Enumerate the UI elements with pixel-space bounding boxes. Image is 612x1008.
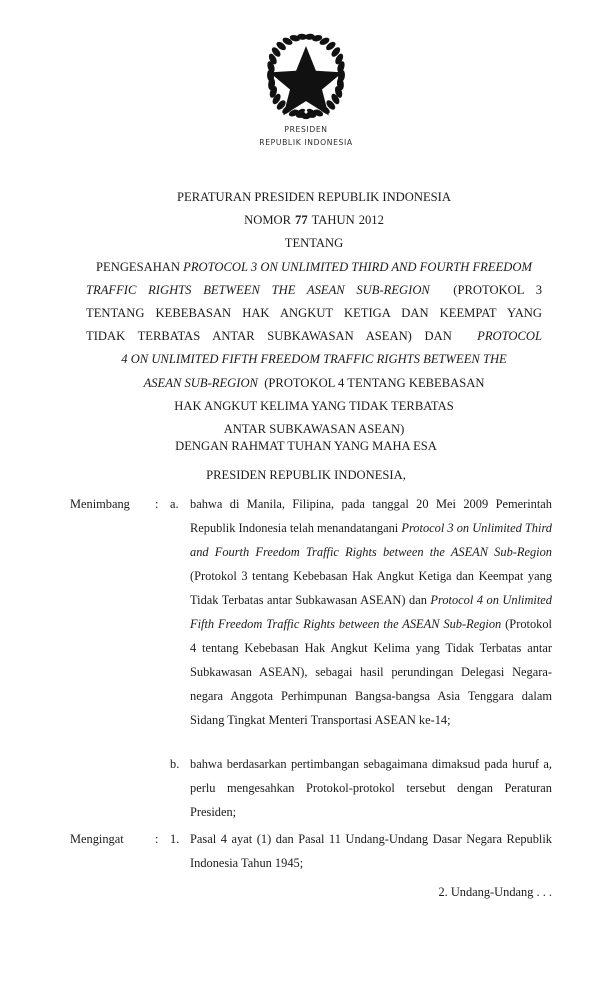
menimbang-label: Menimbang: [70, 497, 130, 511]
mengingat-text-1: Pasal 4 ayat (1) dan Pasal 11 Undang-Undang Dasar Negara Republik Indonesia Tahun 1945;: [190, 832, 552, 870]
title-subject-line-3: TENTANG KEBEBASAN HAK ANGKUT KETIGA DAN KEEMPAT YANG: [86, 306, 542, 321]
subject-1-italic: PROTOCOL 3 ON UNLIMITED THIRD AND FOURTH FREEDOM: [183, 259, 532, 274]
title-subject-line-7: HAK ANGKUT KELIMA YANG TIDAK TERBATAS: [174, 398, 454, 413]
mengingat-label: Mengingat: [70, 832, 124, 846]
menimbang-marker-b: b.: [170, 757, 180, 771]
menimbang-item-a: [70, 492, 552, 732]
mengingat-colon: :: [155, 832, 159, 846]
title-subject-line-4: [86, 325, 542, 348]
title-subject-line-1: [86, 256, 542, 279]
menimbang-a-part3: (Protokol 4 tentang Kebebasan Hak Angkut Kelima yang Tidak Terbatas antar Subkawasan ASEAN), sebagai hasil perundingan Delegasi Negara-negara Anggota Perhimpunan Bangsa-bangsa Asia Tenggara dalam Sidang Tingkat Menteri Transportasi ASEAN ke-14;: [190, 617, 552, 727]
menimbang-colon: :: [155, 497, 159, 511]
subject-4-plain: TIDAK TERBATAS ANTAR SUBKAWASAN ASEAN) DAN: [86, 329, 452, 344]
title-subject-line-6: [86, 372, 542, 395]
mengingat-item-1: [70, 827, 552, 875]
preamble-blessing: DENGAN RAHMAT TUHAN YANG MAHA ESA: [175, 439, 437, 453]
subject-2-italic: TRAFFIC RIGHTS BETWEEN THE ASEAN SUB-REGION: [86, 282, 430, 297]
title-subject-line-8: ANTAR SUBKAWASAN ASEAN): [223, 422, 405, 437]
menimbang-marker-a: a.: [170, 497, 179, 511]
mengingat-marker-1: 1.: [170, 832, 180, 846]
menimbang-a-part1: bahwa di Manila, Filipina, pada tanggal 20 Mei 2009 Pemerintah Republik Indonesia telah menandatangani: [190, 497, 552, 535]
page-catchword: 2. Undang-Undang . . .: [438, 885, 552, 899]
tahun-label: TAHUN: [311, 213, 355, 228]
preamble-block: [0, 432, 612, 490]
menimbang-text-a: [190, 492, 552, 732]
state-emblem-block: [0, 30, 612, 148]
subject-4-italic: PROTOCOL: [477, 329, 543, 344]
menimbang-a-italic1: Protocol 3 on Unlimited Third and Fourth Freedom Traffic Rights between the ASEAN Sub-Region: [190, 521, 552, 559]
menimbang-item-b: [70, 752, 552, 824]
emblem-caption-republik-indonesia: REPUBLIK INDONESIA: [259, 138, 353, 147]
tahun-value: 2012: [358, 213, 384, 228]
subject-6-plain: (PROTOKOL 4 TENTANG KEBEBASAN: [264, 375, 485, 390]
nomor-value: 77: [295, 213, 308, 228]
title-subject-line-5: [86, 348, 542, 371]
menimbang-a-italic2: Protocol 4 on Unlimited Fifth Freedom Traffic Rights between the ASEAN Sub-Region: [190, 593, 552, 631]
document-title-block: [86, 186, 542, 441]
subject-6-italic: ASEAN SUB-REGION: [143, 375, 258, 390]
garuda-star-wreath-emblem: [258, 30, 354, 122]
subject-5-italic: 4 ON UNLIMITED FIFTH FREEDOM TRAFFIC RIGHTS BETWEEN THE: [121, 352, 507, 367]
subject-1-plain: PENGESAHAN: [96, 259, 184, 274]
title-line-number: [86, 209, 542, 232]
preamble-authority: PRESIDEN REPUBLIK INDONESIA,: [206, 468, 406, 482]
title-subject-line-2: [86, 279, 542, 302]
menimbang-text-b: bahwa berdasarkan pertimbangan sebagaimana dimaksud pada huruf a, perlu mengesahkan Protokol-protokol tersebut dengan Peraturan Presiden;: [190, 757, 552, 819]
title-line-tentang: TENTANG: [284, 236, 344, 251]
menimbang-block: [70, 492, 552, 824]
emblem-caption-presiden: PRESIDEN: [284, 125, 328, 134]
mengingat-block: [70, 827, 552, 875]
subject-2-plain: (PROTOKOL 3: [453, 282, 542, 297]
title-line-regulation-type: PERATURAN PRESIDEN REPUBLIK INDONESIA: [177, 190, 451, 204]
menimbang-a-part2: (Protokol 3 tentang Kebebasan Hak Angkut Ketiga dan Keempat yang Tidak Terbatas antar Subkawasan ASEAN) dan: [190, 569, 552, 607]
nomor-label: NOMOR: [244, 213, 292, 228]
